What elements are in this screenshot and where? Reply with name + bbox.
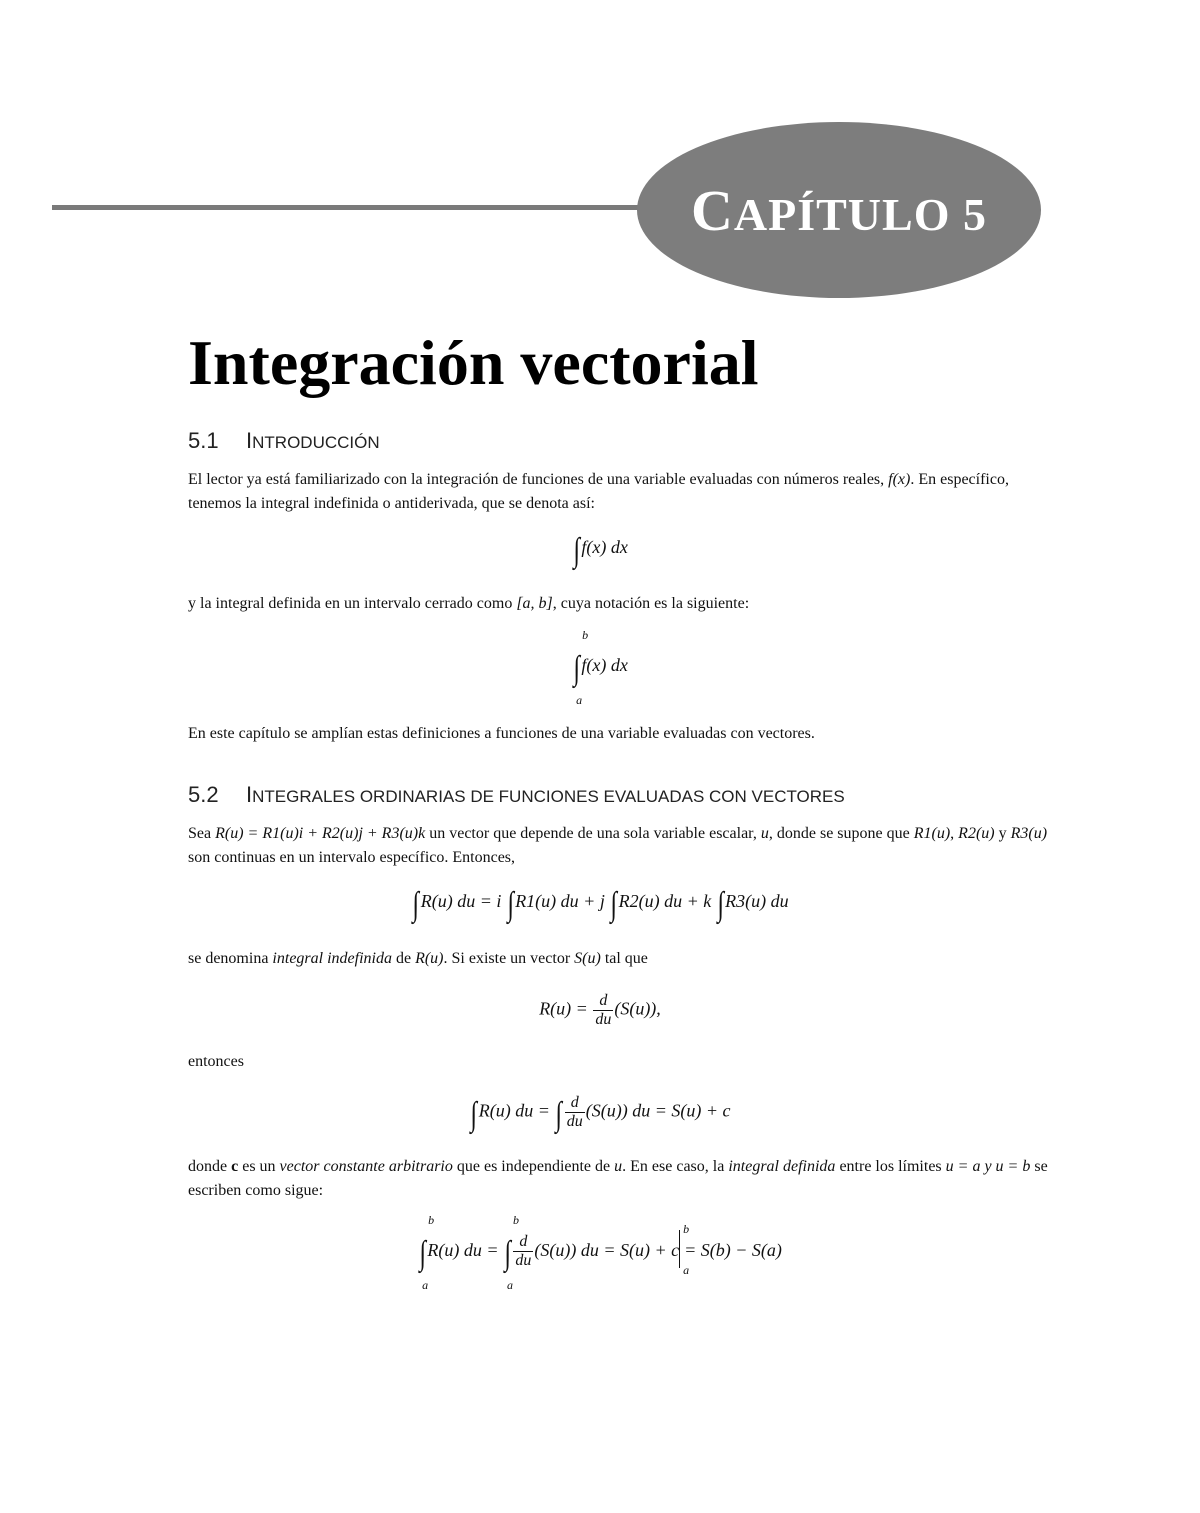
paragraph-constant: donde c es un vector constante arbitrario que es independiente de u. En ese caso, la integral definida entre los límites u = a y u = b se escriben como sigue: — [188, 1158, 1048, 1199]
paragraph-indefinite-name: se denomina integral indefinida de R(u). Si existe un vector S(u) tal que — [188, 950, 648, 967]
paragraph-vector-def: Sea R(u) = R1(u)i + R2(u)j + R3(u)k un vector que depende de una sola variable escalar, u, donde se supone que R1(u), R2(u) y R3(u) son continuas en un intervalo específico. Entonces, — [188, 825, 1048, 866]
paragraph-extension: En este capítulo se amplían estas definiciones a funciones de una variable evaluadas con vectores. — [188, 725, 815, 742]
equation-derivative: R(u) = $\frac{d}{du}$ (S(u)), — [539, 992, 661, 1028]
equation-definite-integral: b ∫ a f(x) dx — [573, 628, 628, 707]
section-heading-5-1: 5.1 INTRODUCCIÓN — [188, 428, 380, 453]
paragraph-then: entonces — [188, 1053, 244, 1070]
chapter-label: CAPÍTULO 5 — [691, 177, 987, 243]
equation-component-integral: ∫R(u) du = i ∫R1(u) du + j ∫R2(u) du + k ∫R3(u) du — [412, 886, 789, 923]
section-heading-5-2: 5.2 INTEGRALES ORDINARIAS DE FUNCIONES EVALUADAS CON VECTORES — [188, 782, 845, 807]
chapter-rule — [52, 205, 652, 210]
chapter-title: Integración vectorial — [188, 327, 759, 398]
equation-definite-vector-integral: b ∫ a R(u) du = b ∫ a $\frac{d}{du}$ (S(u)) du = S(u) + c b a = S(b) − S(a) — [419, 1213, 782, 1292]
equation-indefinite-integral: ∫f(x) dx — [573, 532, 628, 569]
paragraph-intro: El lector ya está familiarizado con la integración de funciones de una variable evaluadas con números reales, f(x). En específico, tenemos la integral indefinida o antiderivada, que se denota así: — [188, 471, 1009, 512]
equation-antiderivative: ∫R(u) du = ∫ $\frac{d}{du}$ (S(u)) du = S(u) + c — [470, 1094, 731, 1133]
paragraph-definite: y la integral definida en un intervalo cerrado como [a, b], cuya notación es la siguiente: — [188, 595, 750, 612]
chapter-badge — [637, 122, 1041, 298]
